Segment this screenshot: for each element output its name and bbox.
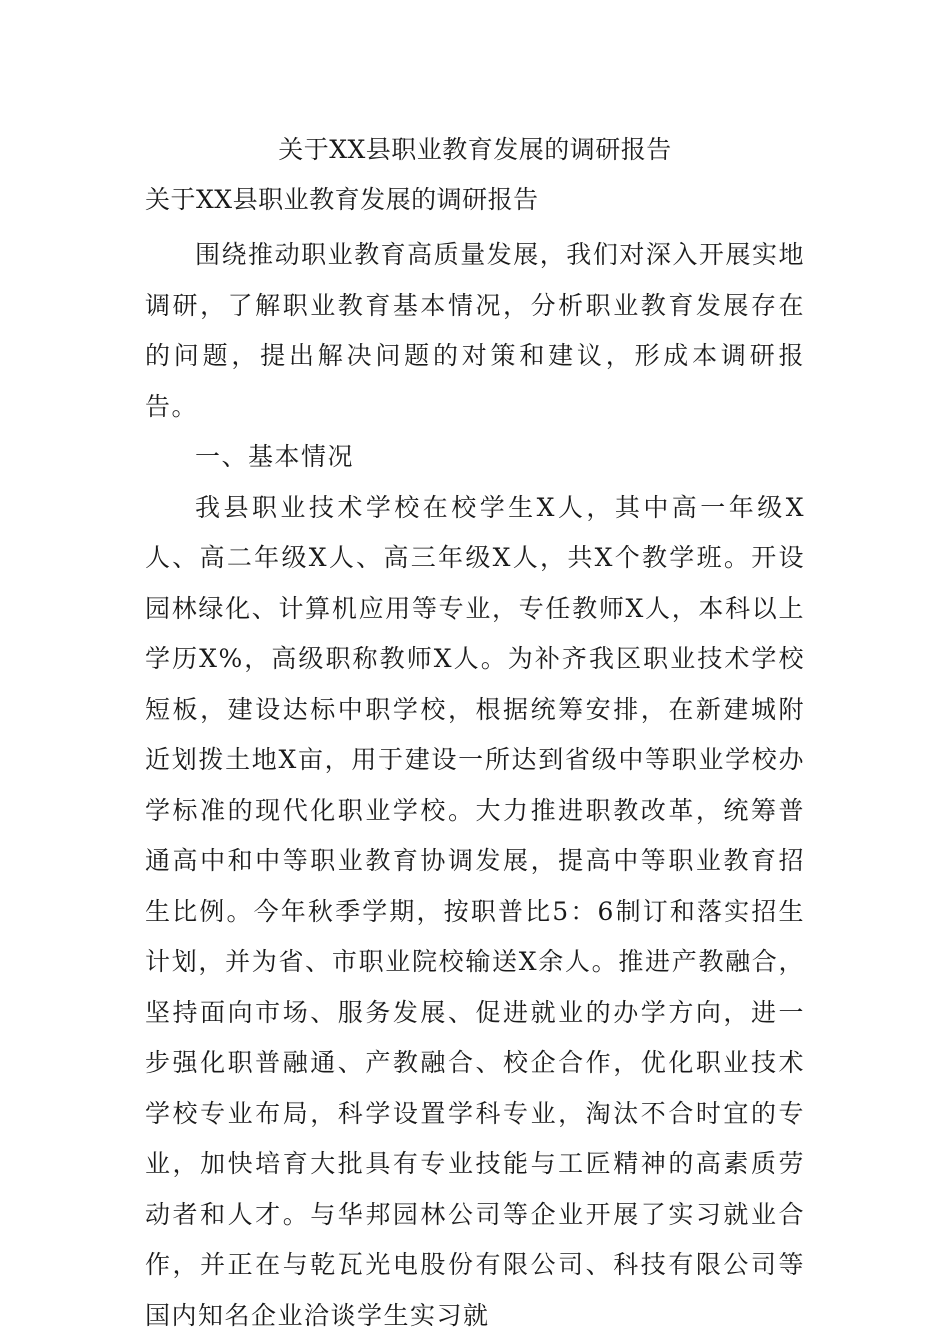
intro-paragraph: 围绕推动职业教育高质量发展，我们对深入开展实地调研，了解职业教育基本情况，分析职业教育发展存在的问题，提出解决问题的对策和建议，形成本调研报告。 — [145, 240, 805, 421]
document-title: 关于XX县职业教育发展的调研报告 — [278, 135, 672, 164]
basic-situation-paragraph: 我县职业技术学校在校学生X人，其中高一年级X人、高二年级X人、高三年级X人，共X个教学班。开设园林绿化、计算机应用等专业，专任教师X人，本科以上学历X%，高级职称教师X人。为补齐我区职业技术学校短板，建设达标中职学校，根据统筹安排，在新建城附近划拨土地X亩，用于建设一所达到省级中等职业学校办学标准的现代化职业学校。大力推进职教改革，统筹普通高中和中等职业教育协调发展，提高中等职业教育招生比例。今年秋季学期，按职普比5：6制订和落实招生计划，并为省、市职业院校输送X余人。推进产教融合，坚持面向市场、服务发展、促进就业的办学方向，进一步强化职普融通、产教融合、校企合作，优化职业技术学校专业布局，科学设置学科专业，淘汰不合时宜的专业，加快培育大批具有专业技能与工匠精神的高素质劳动者和人才。与华邦园林公司等企业开展了实习就业合作，并正在与乾瓦光电股份有限公司、科技有限公司等国内知名企业洽谈学生实习就 — [145, 492, 805, 1330]
document-body — [145, 230, 805, 1341]
section-heading-basic-situation: 一、基本情况 — [195, 442, 355, 471]
document-subtitle: 关于XX县职业教育发展的调研报告 — [145, 185, 539, 214]
